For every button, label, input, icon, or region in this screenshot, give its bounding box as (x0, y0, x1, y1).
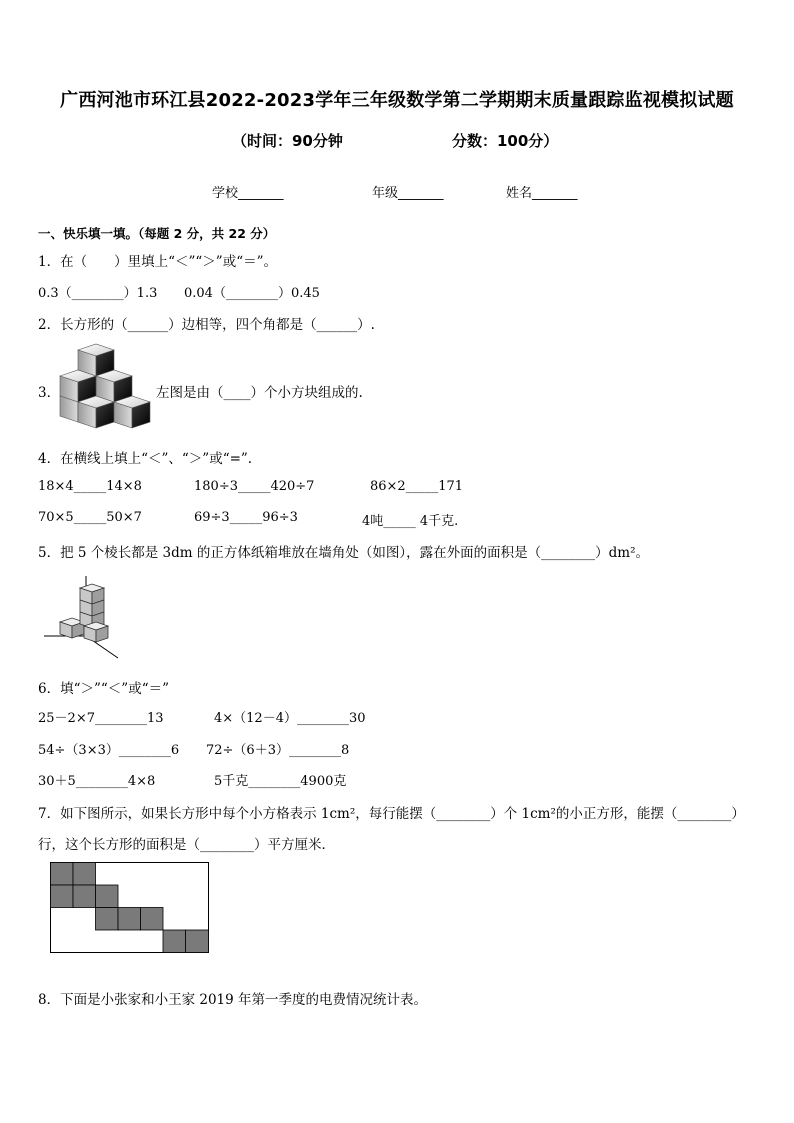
wall-corner-boxes-figure (42, 574, 122, 660)
rectangle-grid-figure (50, 862, 210, 954)
question-7-line-1: 7．如下图所示，如果长方形中每个小方格表示 1cm²，每行能摆（________）个 1cm²的小正方形，能摆（________） (38, 806, 745, 822)
question-2: 2．长方形的（______）边相等，四个角都是（______）. (38, 317, 375, 333)
question-6-r2-a: 54÷（3×3）________6 (38, 743, 180, 758)
question-4-r2-c: 4吨_____ 4千克. (362, 514, 459, 529)
question-4-r2-a: 70×5_____50×7 (38, 510, 142, 525)
question-3: 左图是由（____）个小方块组成的. (156, 385, 363, 401)
question-6-r3-b: 5千克________4900克 (214, 774, 347, 789)
question-1: 1．在（ ）里填上“＜”“＞”或“＝”。 (38, 254, 277, 270)
question-6-r2-b: 72÷（6＋3）________8 (206, 743, 350, 758)
question-4-r1-c: 86×2_____171 (370, 479, 464, 494)
question-3-number: 3． (38, 385, 61, 401)
cube-bottom-mid (78, 396, 114, 428)
question-6: 6．填“＞”“＜”或“＝” (38, 681, 169, 697)
cube-mid-left (60, 370, 96, 402)
cube-bottom-right (114, 396, 150, 428)
question-4-r1-b: 180÷3_____420÷7 (194, 479, 315, 494)
cube-top (78, 344, 114, 376)
exam-time: （时间：90分钟 (232, 132, 343, 150)
question-4-r1-a: 18×4_____14×8 (38, 479, 142, 494)
section-heading: 一、快乐填一填。（每题 2 分，共 22 分） (38, 226, 276, 241)
name-field: 姓名_______ (506, 186, 578, 201)
question-4-r2-b: 69÷3_____96÷3 (194, 510, 298, 525)
question-5: 5．把 5 个棱长都是 3dm 的正方体纸箱堆放在墙角处（如图），露在外面的面积是（________）dm²。 (38, 545, 649, 561)
school-field: 学校_______ (212, 186, 284, 201)
question-1-a: 0.3（________）1.3 (38, 286, 158, 301)
question-4: 4．在横线上填上“＜”、“＞”或“=”. (38, 451, 253, 467)
exam-score: 分数：100分） (452, 132, 559, 150)
cube-mid-right (96, 370, 132, 402)
grade-field: 年级_______ (372, 186, 444, 201)
question-7-line-2: 行，这个长方形的面积是（________）平方厘米． (38, 837, 335, 853)
question-1-b: 0.04（________）0.45 (184, 286, 320, 301)
exam-title: 广西河池市环江县2022-2023学年三年级数学第二学期期末质量跟踪监视模拟试题 (60, 90, 734, 111)
question-6-r3-a: 30＋5________4×8 (38, 774, 156, 789)
cube-stack-figure (58, 342, 154, 432)
question-8: 8．下面是小张家和小王家 2019 年第一季度的电费情况统计表。 (38, 992, 428, 1008)
question-6-r1-b: 4×（12－4）________30 (214, 711, 366, 726)
question-6-r1-a: 25－2×7________13 (38, 711, 164, 726)
